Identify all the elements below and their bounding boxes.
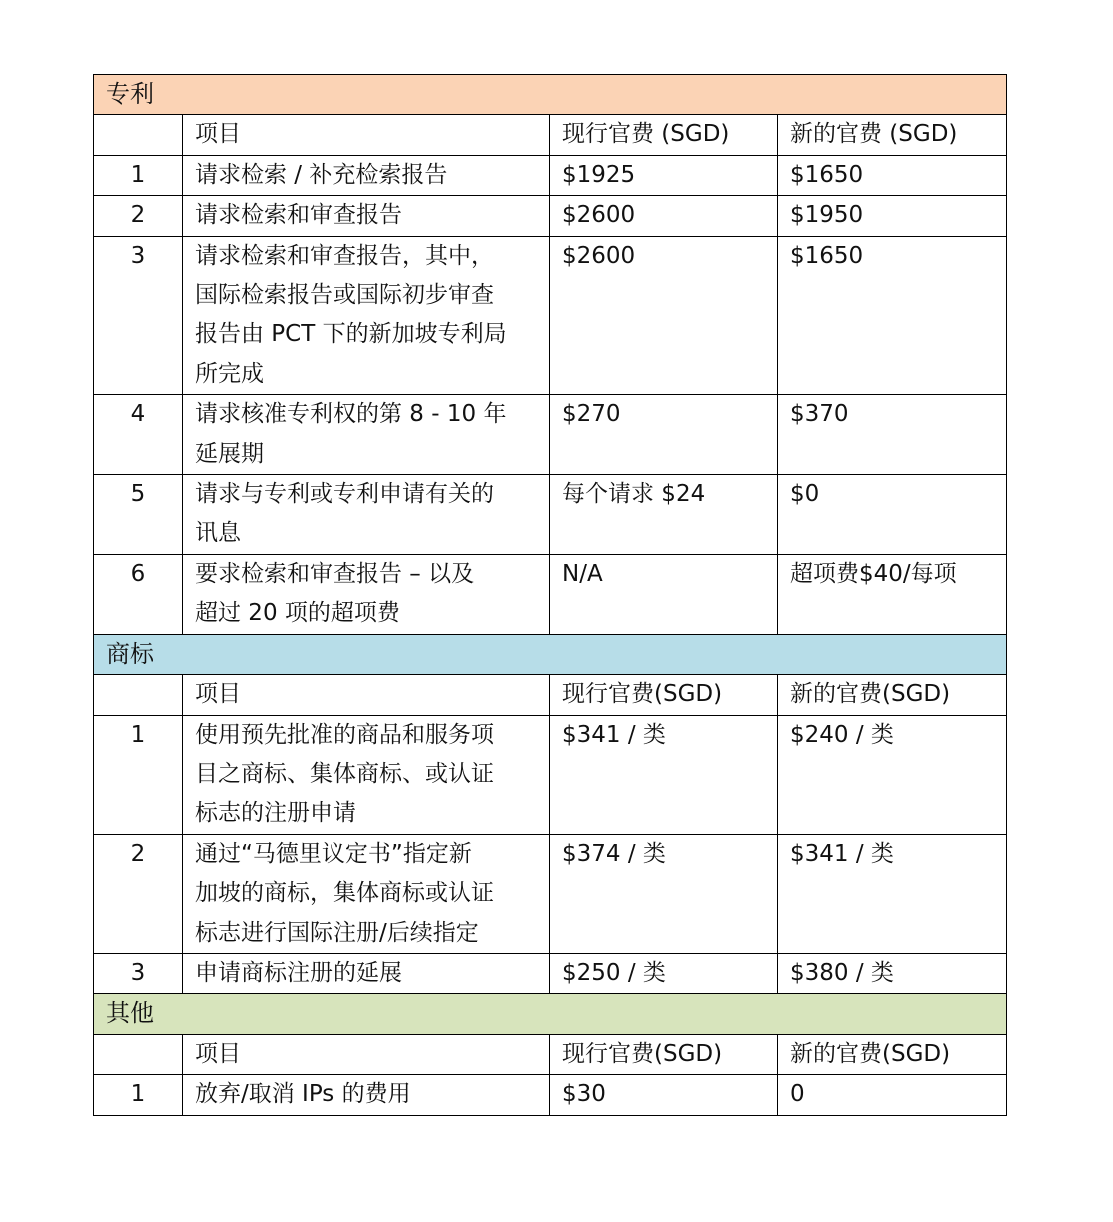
row-number: 1 xyxy=(94,715,183,834)
new-fee: $1650 xyxy=(778,236,1007,395)
item-description-line: 使用预先批准的商品和服务项 xyxy=(195,721,494,748)
row-number: 3 xyxy=(94,953,183,993)
table-row xyxy=(94,236,1007,395)
current-fee: $2600 xyxy=(550,196,778,236)
item-description xyxy=(183,554,550,634)
row-number: 4 xyxy=(94,395,183,475)
number-column-header xyxy=(94,675,183,715)
table-row xyxy=(94,196,1007,236)
row-number: 1 xyxy=(94,155,183,195)
item-description xyxy=(183,155,550,195)
new-fee: 超项费$40/每项 xyxy=(778,554,1007,634)
row-number: 6 xyxy=(94,554,183,634)
trademark-column-header-row xyxy=(94,675,1007,715)
current-fee-column-header: 现行官费(SGD) xyxy=(550,675,778,715)
row-number: 2 xyxy=(94,196,183,236)
table-row xyxy=(94,155,1007,195)
other-section-title: 其他 xyxy=(94,994,1007,1034)
current-fee: $270 xyxy=(550,395,778,475)
item-description-line: 延展期 xyxy=(195,440,264,467)
item-description xyxy=(183,953,550,993)
item-description-line: 申请商标注册的延展 xyxy=(195,959,402,986)
number-column-header xyxy=(94,1034,183,1074)
item-description-line: 放弃/取消 IPs 的费用 xyxy=(195,1081,411,1108)
new-fee: $380 / 类 xyxy=(778,953,1007,993)
current-fee: $2600 xyxy=(550,236,778,395)
patent-section-header xyxy=(94,75,1007,115)
item-description xyxy=(183,475,550,555)
other-column-header-row xyxy=(94,1034,1007,1074)
item-description xyxy=(183,834,550,953)
new-fee-column-header: 新的官费(SGD) xyxy=(778,675,1007,715)
number-column-header xyxy=(94,115,183,155)
current-fee: $1925 xyxy=(550,155,778,195)
row-number: 3 xyxy=(94,236,183,395)
new-fee: $1650 xyxy=(778,155,1007,195)
current-fee: $341 / 类 xyxy=(550,715,778,834)
fee-table-body xyxy=(94,75,1007,1116)
table-row xyxy=(94,953,1007,993)
table-row xyxy=(94,715,1007,834)
item-description-line: 请求与专利或专利申请有关的 xyxy=(195,481,494,508)
item-description-line: 讯息 xyxy=(195,520,241,547)
item-description-line: 超过 20 项的超项费 xyxy=(195,600,400,627)
current-fee: $374 / 类 xyxy=(550,834,778,953)
item-description-line: 请求检索和审查报告，其中， xyxy=(195,242,494,269)
item-description xyxy=(183,196,550,236)
other-section-header xyxy=(94,994,1007,1034)
item-column-header: 项目 xyxy=(183,115,550,155)
new-fee: $1950 xyxy=(778,196,1007,236)
item-description-line: 请求检索和审查报告 xyxy=(195,202,402,229)
item-description-line: 标志的注册申请 xyxy=(195,800,356,827)
trademark-section-header xyxy=(94,634,1007,674)
item-description-line: 请求核准专利权的第 8 - 10 年 xyxy=(195,401,507,428)
item-description xyxy=(183,715,550,834)
current-fee: N/A xyxy=(550,554,778,634)
item-description-line: 报告由 PCT 下的新加坡专利局 xyxy=(195,321,507,348)
new-fee: $341 / 类 xyxy=(778,834,1007,953)
row-number: 5 xyxy=(94,475,183,555)
new-fee-column-header: 新的官费(SGD) xyxy=(778,1034,1007,1074)
item-column-header: 项目 xyxy=(183,675,550,715)
item-column-header: 项目 xyxy=(183,1034,550,1074)
new-fee: 0 xyxy=(778,1075,1007,1115)
table-row xyxy=(94,1075,1007,1115)
current-fee: 每个请求 $24 xyxy=(550,475,778,555)
current-fee: $250 / 类 xyxy=(550,953,778,993)
new-fee-column-header: 新的官费 (SGD) xyxy=(778,115,1007,155)
trademark-section-title: 商标 xyxy=(94,634,1007,674)
item-description-line: 国际检索报告或国际初步审查 xyxy=(195,282,494,309)
row-number: 2 xyxy=(94,834,183,953)
item-description-line: 所完成 xyxy=(195,360,264,387)
item-description-line: 通过“马德里议定书”指定新 xyxy=(195,840,472,867)
table-row xyxy=(94,554,1007,634)
item-description-line: 加坡的商标，集体商标或认证 xyxy=(195,880,494,907)
current-fee-column-header: 现行官费 (SGD) xyxy=(550,115,778,155)
current-fee: $30 xyxy=(550,1075,778,1115)
new-fee: $0 xyxy=(778,475,1007,555)
row-number: 1 xyxy=(94,1075,183,1115)
item-description-line: 请求检索 / 补充检索报告 xyxy=(195,161,448,188)
current-fee-column-header: 现行官费(SGD) xyxy=(550,1034,778,1074)
table-row xyxy=(94,834,1007,953)
item-description-line: 目之商标、集体商标、或认证 xyxy=(195,760,494,787)
table-row xyxy=(94,475,1007,555)
fee-comparison-table xyxy=(93,74,1007,1116)
patent-column-header-row xyxy=(94,115,1007,155)
item-description-line: 标志进行国际注册/后续指定 xyxy=(195,919,479,946)
item-description xyxy=(183,395,550,475)
new-fee: $370 xyxy=(778,395,1007,475)
item-description-line: 要求检索和审查报告 – 以及 xyxy=(195,560,475,587)
item-description xyxy=(183,236,550,395)
item-description xyxy=(183,1075,550,1115)
table-row xyxy=(94,395,1007,475)
new-fee: $240 / 类 xyxy=(778,715,1007,834)
patent-section-title: 专利 xyxy=(94,75,1007,115)
